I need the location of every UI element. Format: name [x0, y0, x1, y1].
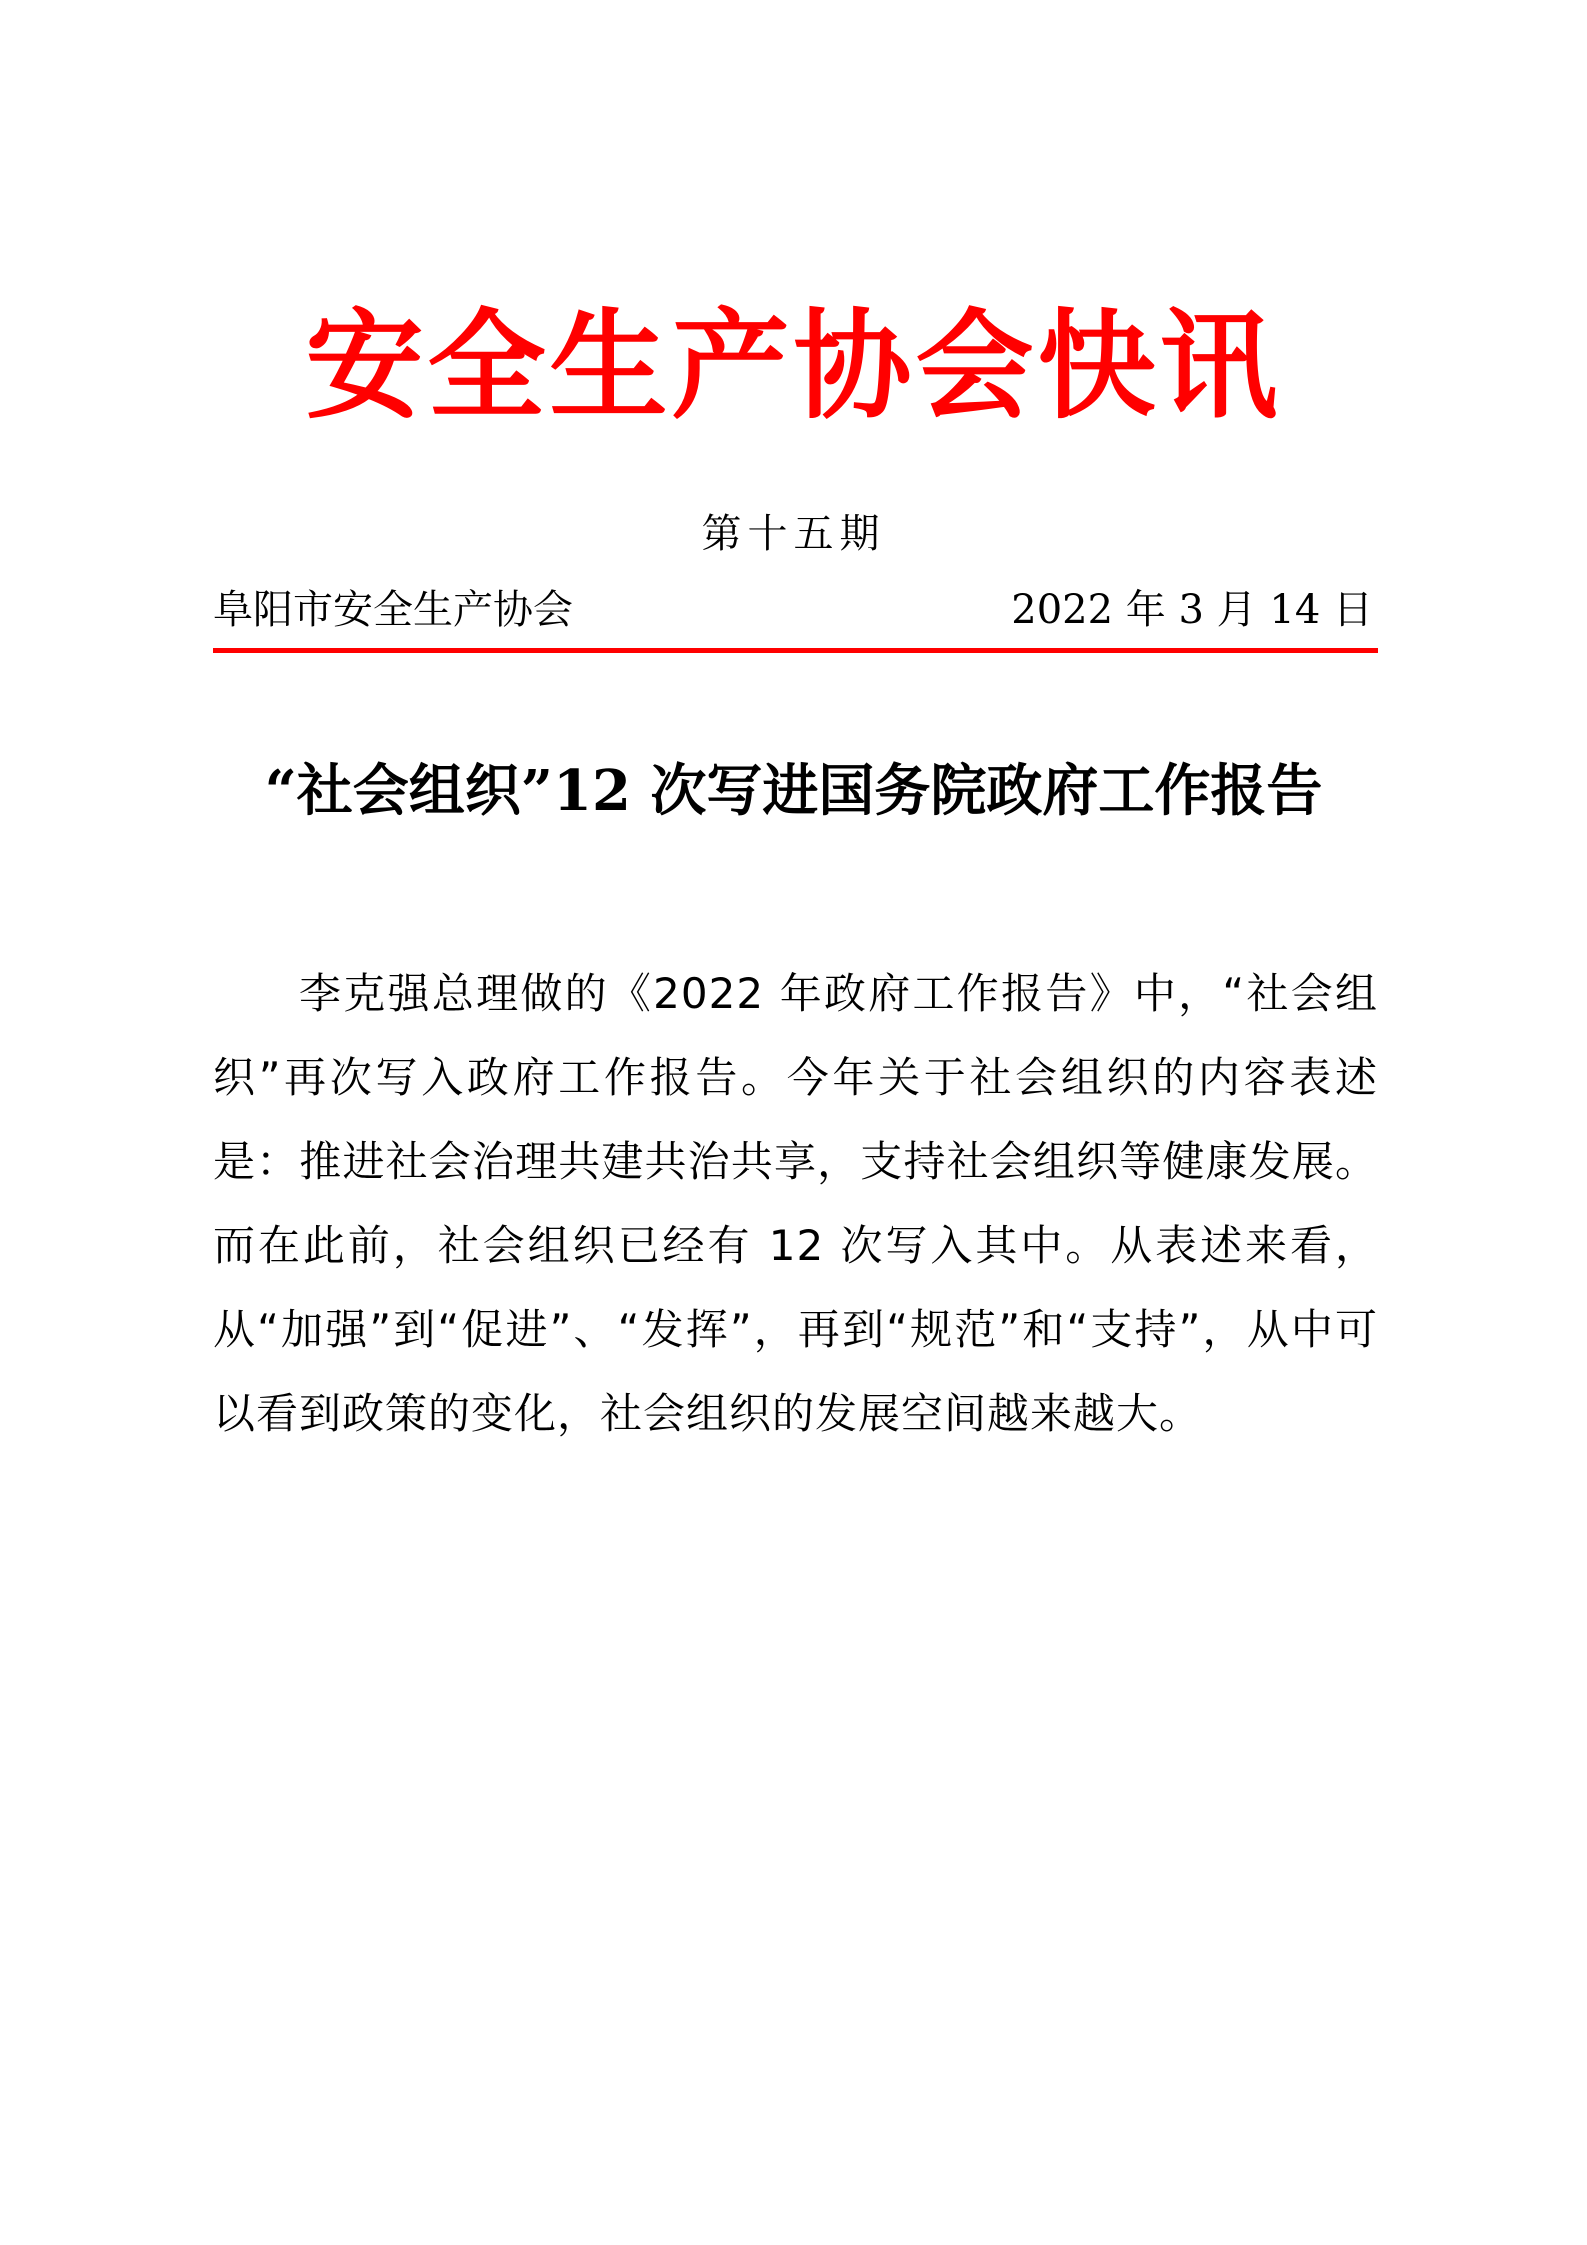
masthead-title: 安全生产协会快讯 [305, 296, 1282, 435]
issue-number: 第十五期 [701, 511, 886, 557]
publisher-organization: 阜阳市安全生产协会 [213, 587, 573, 633]
article-headline: “社会组织”12 次写进国务院政府工作报告 [264, 758, 1323, 824]
article-body: 李克强总理做的《2022 年政府工作报告》中，“社会组织”再次写入政府工作报告。今年关于社会组织的内容表述是：推进社会治理共建共治共享，支持社会组织等健康发展。而在此前，社会组织已经有 12 次写入其中。从表述来看，从“加强”到“促进”、“发挥”，再到“规范”和“支持”，从中可以看到政策的变化，社会组织的发展空间越来越大。 [213, 969, 1378, 1438]
publication-meta [213, 580, 1373, 640]
red-divider [213, 648, 1378, 653]
publication-date: 2022 年 3 月 14 日 [1011, 587, 1373, 633]
